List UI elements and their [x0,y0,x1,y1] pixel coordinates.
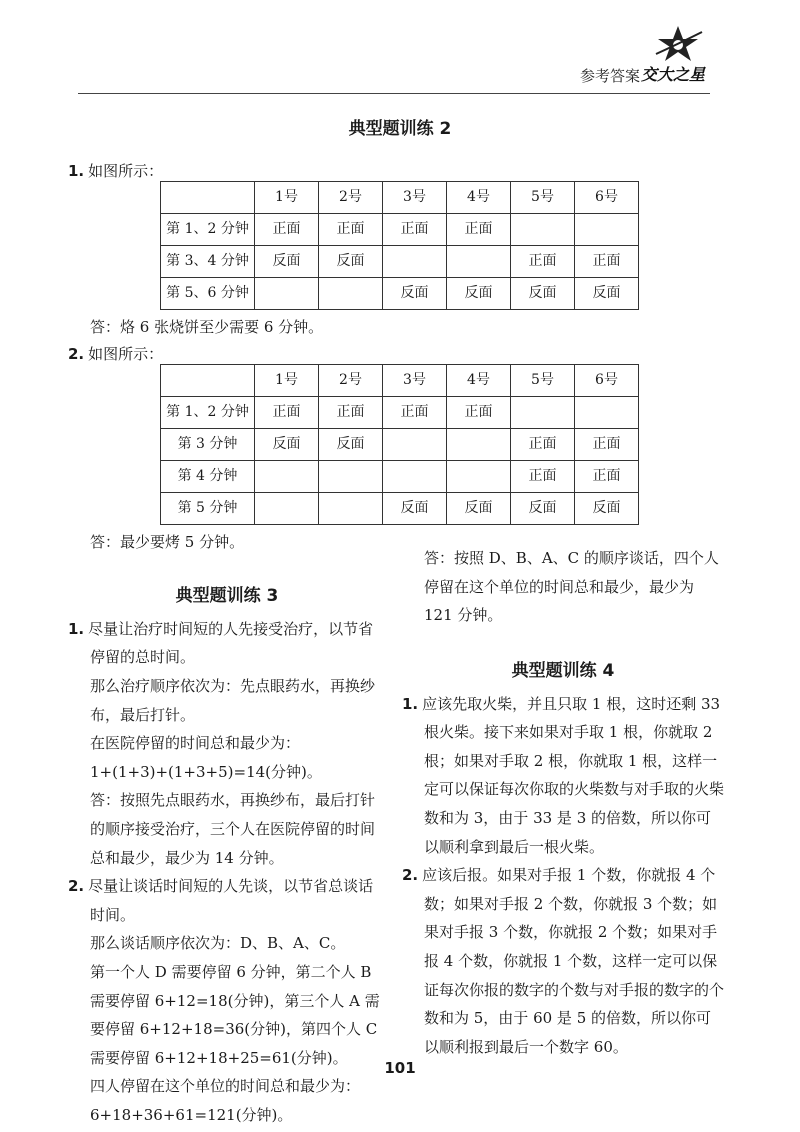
table2-cell: 正面 [511,429,575,461]
header-label: 参考答案 [579,67,640,85]
table1-cell: 正面 [255,214,319,246]
table1-header-cell: 3号 [383,182,447,214]
table1-cell: 反面 [383,278,447,310]
section3-q1-line-1: 那么治疗顺序依次为：先点眼药水，再换纱布，最后打针。 [90,676,376,724]
table1-row-label: 第 5、6 分钟 [161,278,255,310]
table2-cell [383,461,447,493]
table2-cell [511,397,575,429]
table2-cell: 反面 [575,493,639,525]
section4-title: 典型题训练 4 [511,660,615,681]
table1-cell [511,214,575,246]
table2-cell: 正面 [255,397,319,429]
section2-q1-answer: 答：烙 6 张烧饼至少需要 6 分钟。 [90,318,324,336]
section4-q1 [402,690,724,862]
table1-cell: 正面 [511,246,575,278]
section3-q2-line-4: 6+18+36+61=121(分钟)。 [90,1105,293,1124]
table1-cell [255,278,319,310]
star-logo-icon [652,24,704,64]
table1-header-cell: 5号 [511,182,575,214]
table1-cell: 正面 [319,214,383,246]
section2-q2-table [160,364,639,525]
table2-cell: 反面 [383,493,447,525]
table2-header-cell: 6号 [575,365,639,397]
table1-cell: 反面 [319,246,383,278]
section3-q1-line-0 [68,615,386,672]
table2-header-cell: 3号 [383,365,447,397]
section3-answer-continued: 答：按照 D、B、A、C 的顺序谈话，四个人停留在这个单位的时间总和最少，最少为 121 分钟。 [424,549,719,625]
table2-header-cell: 5号 [511,365,575,397]
table1-row-label: 第 3、4 分钟 [161,246,255,278]
table2-cell [447,461,511,493]
table2-header-cell [161,365,255,397]
table2-cell: 正面 [447,397,511,429]
section2-q1-number: 1. [68,162,85,180]
table2-cell: 正面 [511,461,575,493]
table1-header-cell: 2号 [319,182,383,214]
table1-header-cell: 1号 [255,182,319,214]
header-brand: 交大之星 [640,65,705,84]
table-row [161,429,639,461]
table1-cell [383,246,447,278]
table2-row-label: 第 3 分钟 [161,429,255,461]
section3-q1-line-4: 答：按照先点眼药水，再换纱布，最后打针的顺序接受治疗，三个人在医院停留的时间总和最少，最少为 14 分钟。 [90,791,376,867]
table-row [161,278,639,310]
table1-cell [575,214,639,246]
section3-q2-line-0 [68,872,386,929]
section2-q2-text: 如图所示： [88,345,164,363]
table2-header-row [161,365,639,397]
section3-q1-line-2: 在医院停留的时间总和最少为： [90,734,301,753]
table2-cell [255,493,319,525]
section2-q1 [68,157,163,186]
table-row [161,461,639,493]
table1-cell: 反面 [511,278,575,310]
page-header [0,22,800,100]
section3-column [68,585,386,1129]
table2-header-cell: 1号 [255,365,319,397]
table2-cell: 反面 [511,493,575,525]
section4-q1-number: 1. [402,694,419,713]
table1-header-cell [161,182,255,214]
table2-header-cell: 2号 [319,365,383,397]
table2-cell: 反面 [255,429,319,461]
table1-cell: 正面 [575,246,639,278]
section2-q1-table [160,181,639,310]
page-number: 101 [384,1059,416,1077]
section3-q2-number: 2. [68,877,85,896]
table2-cell: 正面 [383,397,447,429]
table1-header-cell: 6号 [575,182,639,214]
table1-cell: 正面 [383,214,447,246]
table2-cell: 正面 [319,397,383,429]
table2-cell: 反面 [447,493,511,525]
table2-cell: 正面 [575,461,639,493]
table2-cell [319,493,383,525]
section3-q2-line-2: 第一个人 D 需要停留 6 分钟，第二个人 B 需要停留 6+12=18(分钟)，第三个人 A 需要停留 6+12+18=36(分钟)，第四个人 C 需要停留 6+12+18+25=61(分钟)。 [90,962,380,1067]
section3-q2-line-1: 那么谈话顺序依次为：D、B、A、C。 [90,934,346,953]
section2-q1-text: 如图所示： [88,162,164,180]
header-divider [78,93,710,94]
section4-q2-number: 2. [402,866,419,885]
right-column [402,544,724,1061]
table1-cell [447,246,511,278]
section2-q2-number: 2. [68,345,85,363]
section2-title-wrap [0,118,800,142]
section3-title: 典型题训练 3 [175,586,279,606]
table-row [161,214,639,246]
table-row [161,246,639,278]
section4-q1-text: 应该先取火柴，并且只取 1 根，这时还剩 33 根火柴。接下来如果对手取 1 根，你就取 2 根；如果对手取 2 根，你就取 1 根，这样一定可以保证每次你取的火柴数与对手取的火柴数和为 3，由于 33 是 3 的倍数，所以你可以顺利拿到最后一根火柴。 [422,694,725,856]
table2-cell: 正面 [575,429,639,461]
table2-cell [575,397,639,429]
section3-q2-line-3: 四人停留在这个单位的时间总和最少为： [90,1077,361,1096]
table2-cell: 反面 [319,429,383,461]
table-row [161,493,639,525]
table2-cell [255,461,319,493]
table2-header-cell: 4号 [447,365,511,397]
table2-row-label: 第 4 分钟 [161,461,255,493]
table1-cell: 反面 [575,278,639,310]
table1-row-label: 第 1、2 分钟 [161,214,255,246]
section3-q1-number: 1. [68,619,85,638]
section2-title: 典型题训练 2 [348,119,452,139]
table2-cell [447,429,511,461]
section2-q2-answer: 答：最少要烤 5 分钟。 [90,533,245,551]
section3-q1-text-0: 尽量让治疗时间短的人先接受治疗，以节省停留的总时间。 [88,619,374,667]
table2-row-label: 第 1、2 分钟 [161,397,255,429]
table1-cell: 正面 [447,214,511,246]
section4-q2 [402,861,724,1061]
table2-cell [319,461,383,493]
table1-cell [319,278,383,310]
table2-row-label: 第 5 分钟 [161,493,255,525]
section3-q1-line-3: 1+(1+3)+(1+3+5)=14(分钟)。 [90,762,322,781]
section4-q2-text: 应该后报。如果对手报 1 个数，你就报 4 个数；如果对手报 2 个数，你就报 3 个数；如果对手报 3 个数，你就报 2 个数；如果对手报 4 个数，你就报 1 个数，这样一定可以保证每次你报的数字的个数与对手报的数字的个数和为 5，由于 60 是 5 的倍数，所以你可以顺利报到最后一个数字 60。 [422,866,725,1056]
table-row [161,397,639,429]
section2-q2 [68,340,163,369]
table1-header-row [161,182,639,214]
table2-cell [383,429,447,461]
section3-q2-text-0: 尽量让谈话时间短的人先谈，以节省总谈话时间。 [88,877,374,924]
table1-cell: 反面 [447,278,511,310]
table1-cell: 反面 [255,246,319,278]
table1-header-cell: 4号 [447,182,511,214]
